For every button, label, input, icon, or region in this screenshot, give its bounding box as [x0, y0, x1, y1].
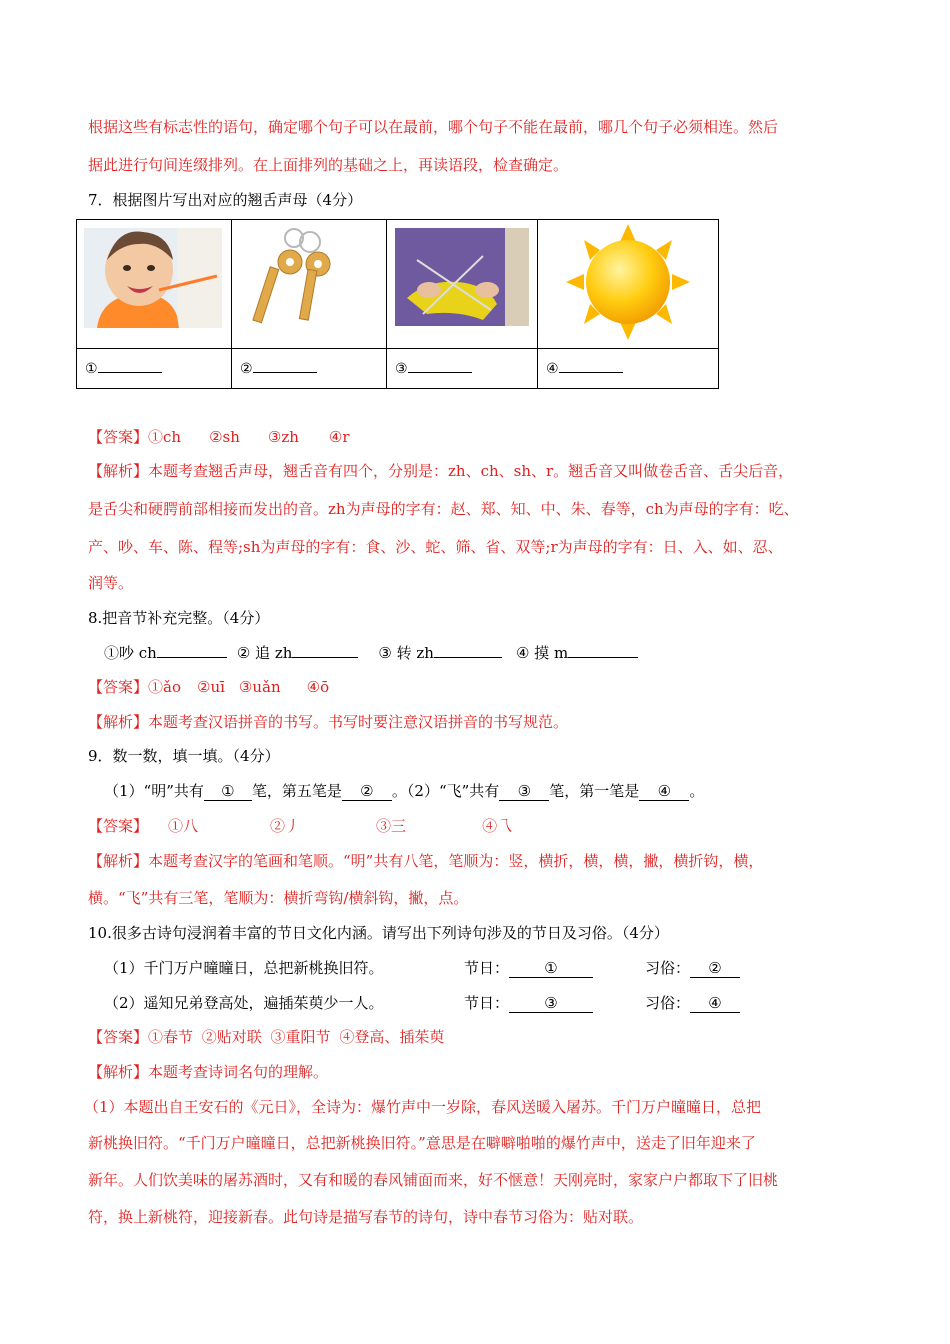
q10-title: 10.很多古诗句浸润着丰富的节日文化内涵。请写出下列诗句涉及的节日及习俗。（4分） — [88, 924, 669, 942]
blank-2-marker: ② — [240, 361, 253, 377]
q9-part-2: 笔，第五笔是 — [251, 782, 342, 800]
q9-answer-2: ②丿 — [270, 817, 301, 835]
q9-part-4: 笔，第一笔是 — [549, 782, 640, 800]
q9-part-1: （1）“明”共有 — [104, 782, 204, 800]
q10-row-2 — [104, 993, 740, 1013]
q9-analysis-line-1 — [88, 851, 763, 871]
q8-answer-1: ①ǎo — [148, 678, 181, 696]
q7-answer — [88, 427, 350, 447]
q7-title: 7．根据图片写出对应的翘舌声母（4分） — [88, 191, 363, 209]
q9-answer — [88, 816, 512, 836]
q7-blank-2[interactable] — [232, 349, 387, 389]
q10-analysis-line-4: 符，换上新桃符，迎接新春。此句诗是描写春节的诗句，诗中春节习俗为：贴对联。 — [88, 1208, 644, 1226]
q8-items — [104, 643, 638, 663]
keys-picture — [232, 220, 387, 349]
answer-label: 【答案】 — [88, 1028, 149, 1046]
blank-4-marker: ④ — [546, 361, 559, 377]
q9-part-3: 。（2）“飞”共有 — [391, 782, 500, 800]
q8-answer-2: ②uī — [197, 678, 225, 696]
q8-answer-4: ④ō — [306, 678, 330, 696]
answer-label: 【答案】 — [88, 678, 149, 696]
q10-analysis-head — [88, 1062, 328, 1082]
knitting-picture — [387, 220, 538, 349]
q10-custom-blank-1[interactable]: ② — [690, 960, 740, 978]
q9-analysis-line-2: 横。“飞”共有三笔，笔顺为：横折弯钩/横斜钩，撇，点。 — [88, 889, 469, 907]
q9-title: 9．数一数，填一填。（4分） — [88, 747, 280, 765]
custom-label: 习俗： — [645, 959, 691, 977]
q7-answer-2: ②sh — [209, 428, 240, 446]
q7-analysis-text-1: 本题考查翘舌声母，翘舌音有四个，分别是：zh、ch、sh、r。翘舌音又叫做卷舌音、舌尖后音， — [148, 462, 794, 480]
analysis-label: 【解析】 — [88, 852, 149, 870]
q9-answer-4: ④乁 — [482, 817, 513, 835]
q9-question — [104, 781, 704, 801]
baby-eating-picture — [77, 220, 232, 349]
q8-item-1: ①吵 ch — [104, 644, 157, 662]
q7-analysis-line-3: 产、吵、车、陈、程等;sh为声母的字有：食、沙、蛇、筛、省、双等;r为声母的字有：日、入、如、忍、 — [88, 538, 783, 556]
q7-answer-3: ③zh — [267, 428, 299, 446]
q7-analysis-line-2: 是舌尖和硬腭前部相接而发出的音。zh为声母的字有：赵、郑、知、中、朱、春等，ch为声母的字有：吃、 — [88, 500, 799, 518]
q9-blank-1[interactable]: ① — [204, 783, 252, 801]
q10-analysis-head-text: 本题考查诗词名句的理解。 — [148, 1063, 329, 1081]
q10-answer — [88, 1027, 444, 1047]
q7-answer-1: ①ch — [148, 428, 182, 446]
q10-analysis-line-1: （1）本题出自王安石的《元日》，全诗为：爆竹声中一岁除，春风送暖入屠苏。千门万户曈曈日，总把 — [84, 1098, 762, 1116]
q7-blank-1[interactable] — [77, 349, 232, 389]
q8-analysis — [88, 712, 568, 732]
q8-item-4: ④ 摸 m — [515, 644, 569, 662]
q10-row-1 — [104, 958, 740, 978]
answer-label: 【答案】 — [88, 428, 149, 446]
analysis-label: 【解析】 — [88, 462, 149, 480]
q7-analysis-line-4: 润等。 — [88, 574, 134, 592]
q10-custom-blank-2[interactable]: ④ — [690, 995, 740, 1013]
q8-item-3: ③ 转 zh — [378, 644, 434, 662]
festival-label: 节日： — [464, 994, 510, 1012]
q8-title: 8.把音节补充完整。（4分） — [88, 609, 270, 627]
analysis-label: 【解析】 — [88, 713, 149, 731]
q8-analysis-text: 本题考查汉语拼音的书写。书写时要注意汉语拼音的书写规范。 — [148, 713, 569, 731]
q10-festival-blank-1[interactable]: ① — [509, 960, 593, 978]
q10-poem-1: （1）千门万户曈曈日，总把新桃换旧符。 — [104, 959, 384, 977]
q8-item-2: ② 追 zh — [236, 644, 293, 662]
analysis-label: 【解析】 — [88, 1063, 149, 1081]
answer-label: 【答案】 — [88, 817, 149, 835]
q7-blank-4[interactable] — [538, 349, 719, 389]
q7-answer-4: ④r — [328, 428, 350, 446]
intro-line-1: 根据这些有标志性的语句，确定哪个句子可以在最前，哪个句子不能在最前，哪几个句子必须相连。然后 — [88, 118, 779, 136]
q8-answer — [88, 677, 329, 697]
sun-picture — [538, 220, 719, 349]
q7-blank-3[interactable] — [387, 349, 538, 389]
q9-blank-3[interactable]: ③ — [499, 783, 549, 801]
festival-label: 节日： — [464, 959, 510, 977]
q9-blank-4[interactable]: ④ — [639, 783, 689, 801]
q8-answer-3: ③uǎn — [238, 678, 281, 696]
q9-blank-2[interactable]: ② — [342, 783, 392, 801]
q9-answer-3: ③三 — [376, 817, 407, 835]
q10-analysis-line-2: 新桃换旧符。“千门万户曈曈日，总把新桃换旧符。”意思是在噼噼啪啪的爆竹声中，送走了旧年迎来了 — [88, 1134, 756, 1152]
q7-analysis-line-1 — [88, 461, 793, 481]
q9-analysis-text-1: 本题考查汉字的笔画和笔顺。“明”共有八笔，笔顺为：竖，横折，横，横，撇，横折钩，横， — [148, 852, 764, 870]
q7-picture-table — [76, 219, 719, 389]
q9-part-5: 。 — [689, 782, 705, 800]
q9-answer-1: ①八 — [168, 817, 199, 835]
intro-line-2: 据此进行句间连缀排列。在上面排列的基础之上，再读语段，检查确定。 — [88, 156, 569, 174]
blank-1-marker: ① — [85, 361, 98, 377]
blank-3-marker: ③ — [395, 361, 408, 377]
q10-festival-blank-2[interactable]: ③ — [509, 995, 593, 1013]
custom-label: 习俗： — [645, 994, 691, 1012]
q10-analysis-line-3: 新年。人们饮美味的屠苏酒时，又有和暖的春风铺面而来，好不惬意！天刚亮时，家家户户都取下了旧桃 — [88, 1171, 779, 1189]
q10-poem-2: （2）遥知兄弟登高处，遍插茱萸少一人。 — [104, 994, 384, 1012]
q10-answers: ①春节 ②贴对联 ③重阳节 ④登高、插茱萸 — [148, 1028, 445, 1046]
